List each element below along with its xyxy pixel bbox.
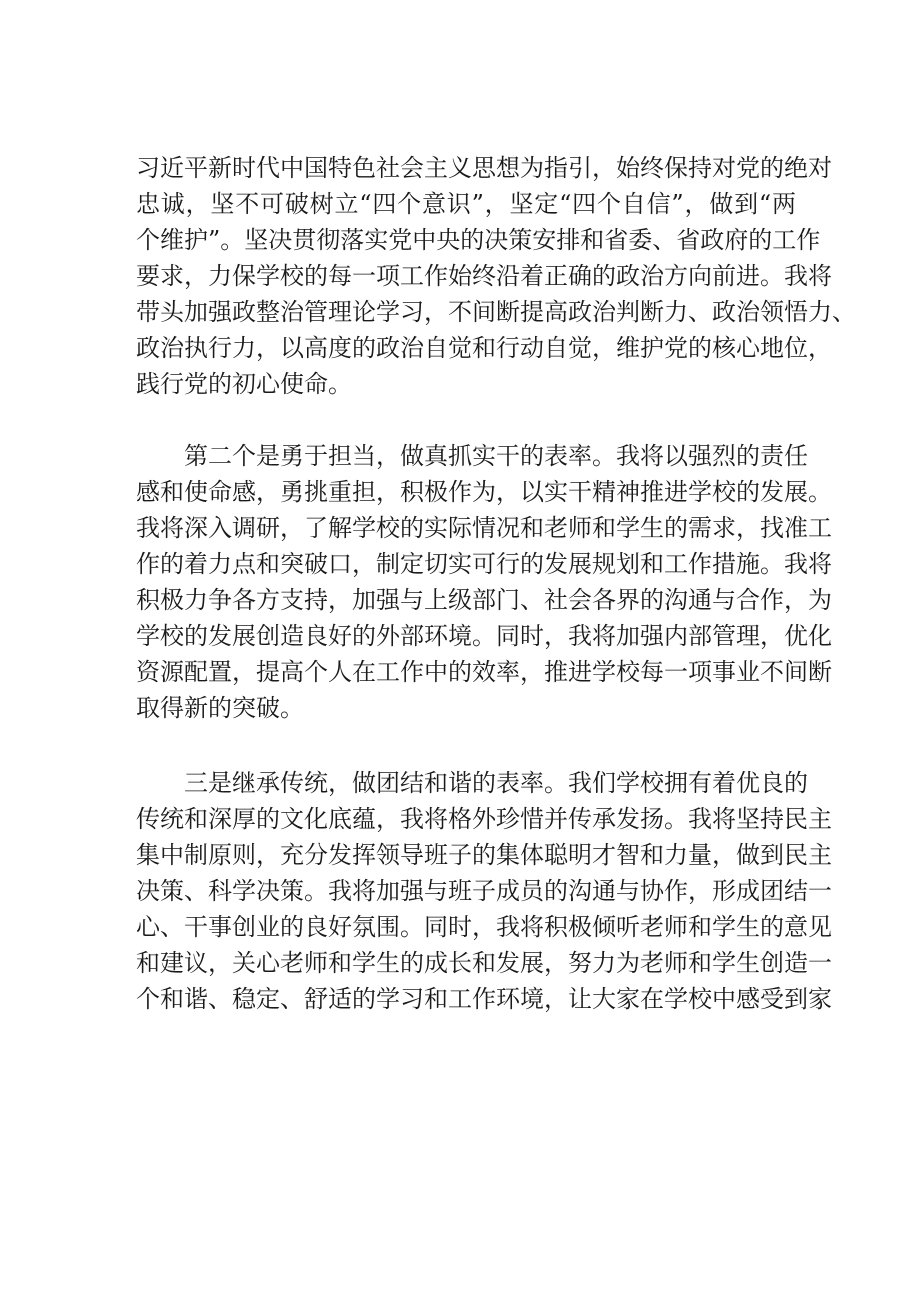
document-body	[136, 150, 856, 1017]
paragraph-line: 集中制原则，充分发挥领导班子的集体聪明才智和力量，做到民主	[136, 841, 832, 869]
paragraph-2	[136, 438, 832, 726]
paragraph-1	[136, 150, 856, 402]
paragraph-line: 取得新的突破。	[136, 694, 304, 722]
paragraph-line: 个和谐、稳定、舒适的学习和工作环境，让大家在学校中感受到家	[136, 985, 832, 1013]
paragraph-line: 资源配置，提高个人在工作中的效率，推进学校每一项事业不间断	[136, 658, 832, 686]
paragraph-line: 三是继承传统，做团结和谐的表率。我们学校拥有着优良的	[184, 769, 808, 797]
paragraph-gap	[136, 726, 796, 765]
paragraph-line: 作的着力点和突破口，制定切实可行的发展规划和工作措施。我将	[136, 550, 832, 578]
paragraph-line: 学校的发展创造良好的外部环境。同时，我将加强内部管理，优化	[136, 622, 832, 650]
paragraph-line: 感和使命感，勇挑重担，积极作为，以实干精神推进学校的发展。	[136, 478, 832, 506]
paragraph-line: 第二个是勇于担当，做真抓实干的表率。我将以强烈的责任	[184, 442, 808, 470]
paragraph-line: 带头加强政整治管理论学习，不间断提高政治判断力、政治领悟力、	[136, 298, 856, 326]
paragraph-line: 传统和深厚的文化底蕴，我将格外珍惜并传承发扬。我将坚持民主	[136, 805, 832, 833]
paragraph-line: 个维护”。坚决贯彻落实党中央的决策安排和省委、省政府的工作	[136, 226, 821, 254]
paragraph-line: 要求，力保学校的每一项工作始终沿着正确的政治方向前进。我将	[136, 262, 832, 290]
paragraph-gap	[136, 402, 796, 438]
paragraph-line: 我将深入调研，了解学校的实际情况和老师和学生的需求，找准工	[136, 514, 832, 542]
paragraph-line: 和建议，关心老师和学生的成长和发展，努力为老师和学生创造一	[136, 949, 832, 977]
paragraph-line: 忠诚，坚不可破树立“四个意识”，坚定“四个自信”，做到“两	[136, 190, 796, 218]
paragraph-line: 政治执行力，以高度的政治自觉和行动自觉，维护党的核心地位，	[136, 334, 832, 362]
paragraph-line: 积极力争各方支持，加强与上级部门、社会各界的沟通与合作，为	[136, 586, 832, 614]
paragraph-line: 践行党的初心使命。	[136, 370, 352, 398]
paragraph-line: 决策、科学决策。我将加强与班子成员的沟通与协作，形成团结一	[136, 877, 832, 905]
paragraph-line: 习近平新时代中国特色社会主义思想为指引，始终保持对党的绝对	[136, 154, 832, 182]
paragraph-3	[136, 765, 832, 1017]
paragraph-line: 心、干事创业的良好氛围。同时，我将积极倾听老师和学生的意见	[136, 913, 832, 941]
